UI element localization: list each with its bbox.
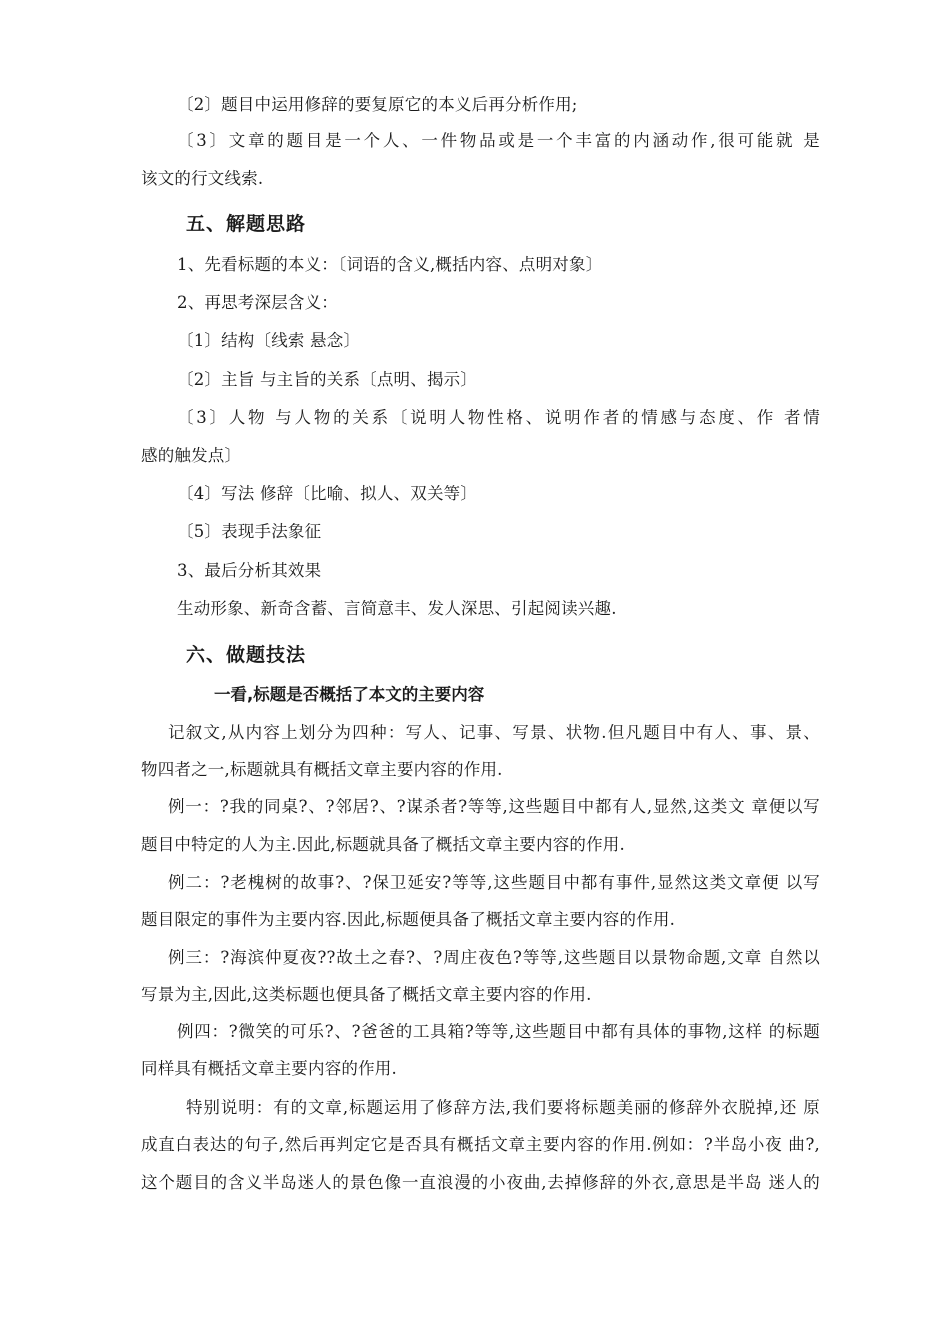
text-line: 例四：?微笑的可乐?、?爸爸的工具箱?等等,这些题目中都有具体的事物,这样 的标题 bbox=[177, 1022, 820, 1041]
text-line: 例一：?我的同桌?、?邻居?、?谋杀者?等等,这些题目中都有人,显然,这类文 章便以写 bbox=[168, 797, 820, 816]
text-line: 记叙文,从内容上划分为四种：写人、记事、写景、状物.但凡题目中有人、事、景、 bbox=[168, 723, 820, 742]
text-line: 例三：?海滨仲夏夜??故土之春?、?周庄夜色?等等,这些题目以景物命题,文章 自然以 bbox=[168, 948, 820, 967]
text-line: 特别说明：有的文章,标题运用了修辞方法,我们要将标题美丽的修辞外衣脱掉,还 原 bbox=[186, 1098, 820, 1117]
text-line: 题目限定的事件为主要内容.因此,标题便具备了概括文章主要内容的作用. bbox=[141, 910, 676, 929]
text-line: 感的触发点〕 bbox=[141, 446, 242, 465]
text-line: 该文的行文线索. bbox=[141, 169, 264, 188]
text-line: 〔2〕主旨 与主旨的关系〔点明、揭示〕 bbox=[177, 370, 478, 389]
text-line: 写景为主,因此,这类标题也便具备了概括文章主要内容的作用. bbox=[141, 985, 592, 1004]
section-heading-6: 六、做题技法 bbox=[186, 644, 307, 666]
text-line: 〔3〕人物 与人物的关系〔说明人物性格、说明作者的情感与态度、作 者情 bbox=[177, 408, 820, 427]
text-line: 〔2〕题目中运用修辞的要复原它的本义后再分析作用; bbox=[177, 95, 578, 114]
text-line: 〔3〕文章的题目是一个人、一件物品或是一个丰富的内涵动作,很可能就 是 bbox=[177, 131, 820, 150]
text-line: 2、再思考深层含义： bbox=[177, 293, 338, 312]
text-line: 1、先看标题的本义：〔词语的含义,概括内容、点明对象〕 bbox=[177, 255, 603, 274]
text-line: 生动形象、新奇含蓄、言简意丰、发人深思、引起阅读兴趣. bbox=[177, 599, 617, 618]
text-line: 〔5〕表现手法象征 bbox=[177, 522, 322, 541]
text-line: 〔1〕结构〔线索 悬念〕 bbox=[177, 331, 361, 350]
text-line: 成直白表达的句子,然后再判定它是否具有概括文章主要内容的作用.例如：?半岛小夜 曲?, bbox=[141, 1135, 820, 1154]
text-line: 题目中特定的人为主.因此,标题就具备了概括文章主要内容的作用. bbox=[141, 835, 625, 854]
text-line: 〔4〕写法 修辞〔比喻、拟人、双关等〕 bbox=[177, 484, 478, 503]
text-line: 物四者之一,标题就具有概括文章主要内容的作用. bbox=[141, 760, 503, 779]
text-line: 3、最后分析其效果 bbox=[177, 561, 322, 580]
subsection-heading: 一看,标题是否概括了本文的主要内容 bbox=[214, 685, 485, 704]
section-heading-5: 五、解题思路 bbox=[186, 213, 307, 235]
text-line: 例二：?老槐树的故事?、?保卫延安?等等,这些题目中都有事件,显然这类文章便 以写 bbox=[168, 873, 820, 892]
text-line: 同样具有概括文章主要内容的作用. bbox=[141, 1059, 397, 1078]
text-line: 这个题目的含义半岛迷人的景色像一直浪漫的小夜曲,去掉修辞的外衣,意思是半岛 迷人的 bbox=[141, 1173, 820, 1192]
